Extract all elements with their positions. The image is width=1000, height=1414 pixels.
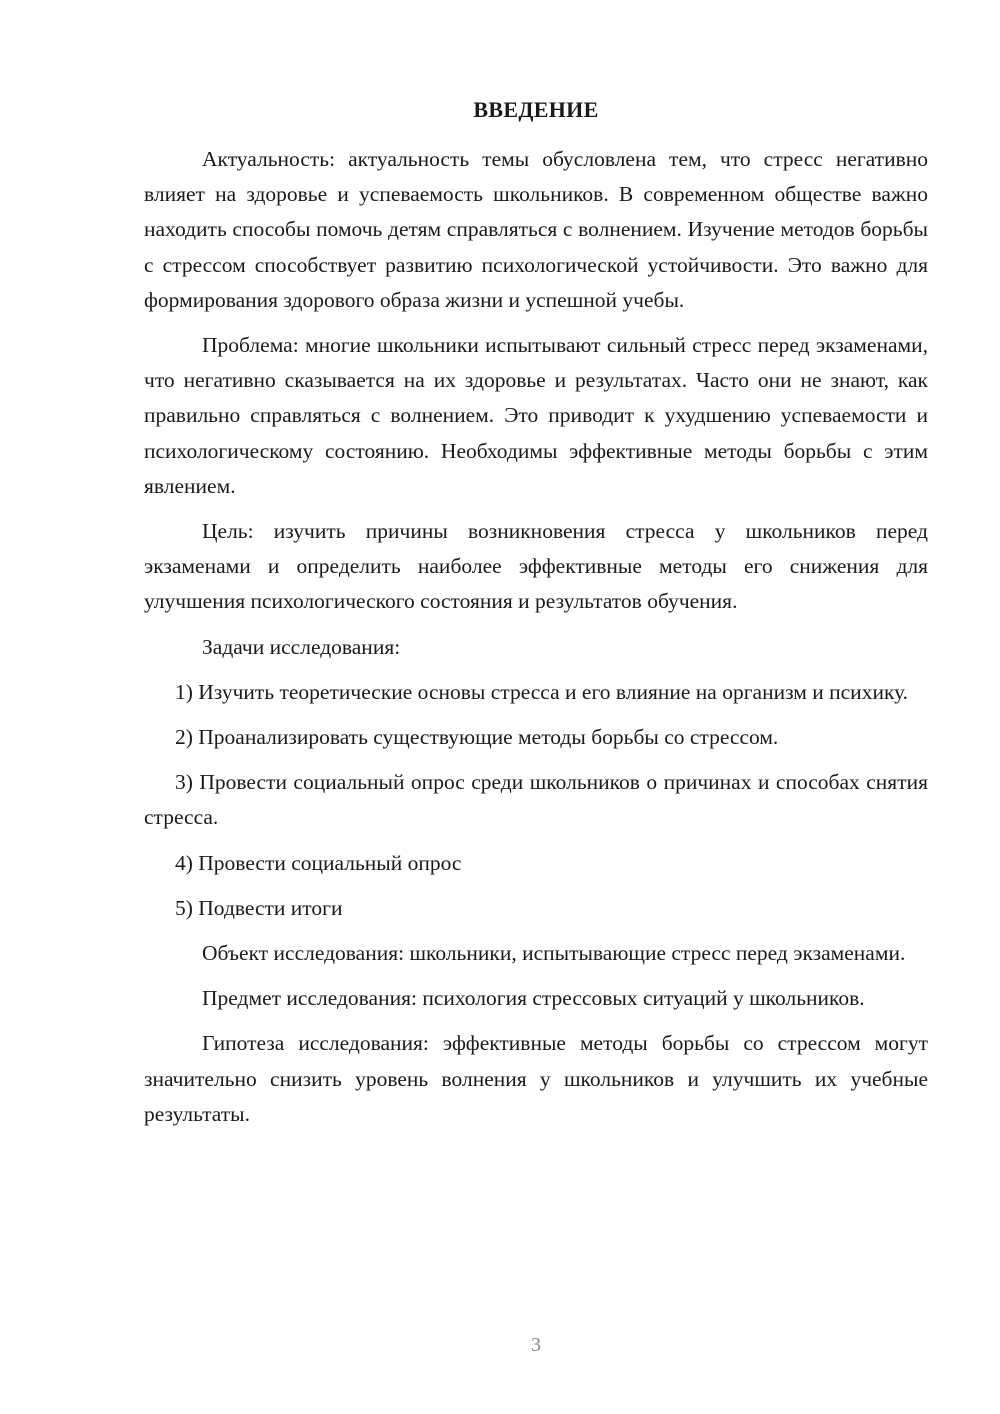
relevance-paragraph: Актуальность: актуальность темы обусловлена тем, что стресс негативно влияет на здоровье и успеваемость школьников. В современном обществе важно находить способы помочь детям справляться с волнением. Изучение методов борьбы с стрессом способствует развитию психологической устойчивости. Это важно для формирования здорового образа жизни и успешной учебы. [144,147,928,312]
document-page [144,90,928,1142]
task-item-3: 3) Провести социальный опрос среди школьников о причинах и способах снятия стресса. [144,770,928,830]
hypothesis-paragraph: Гипотеза исследования: эффективные методы борьбы со стрессом могут значительно снизить уровень волнения у школьников и улучшить их учебные результаты. [144,1031,928,1126]
section-heading: ВВЕДЕНИЕ [473,97,599,122]
task-item-4: 4) Провести социальный опрос [175,850,462,875]
task-item-2: 2) Проанализировать существующие методы борьбы со стрессом. [175,725,779,750]
problem-paragraph: Проблема: многие школьники испытывают сильный стресс перед экзаменами, что негативно сказывается на их здоровье и результатах. Часто они не знают, как правильно справляться с волнением. Это приводит к ухудшению успеваемости и психологическому состоянию. Необходимы эффективные методы борьбы с этим явлением. [144,333,928,498]
subject-paragraph: Предмет исследования: психология стрессовых ситуаций у школьников. [202,986,865,1011]
page-number: 3 [531,1334,541,1356]
tasks-heading: Задачи исследования: [202,634,401,659]
goal-paragraph: Цель: изучить причины возникновения стресса у школьников перед экзаменами и определить наиболее эффективные методы его снижения для улучшения психологического состояния и результатов обучения. [144,519,928,614]
task-item-5: 5) Подвести итоги [175,895,343,920]
object-paragraph: Объект исследования: школьники, испытывающие стресс перед экзаменами. [202,941,906,966]
task-item-1: 1) Изучить теоретические основы стресса и его влияние на организм и психику. [175,679,909,704]
